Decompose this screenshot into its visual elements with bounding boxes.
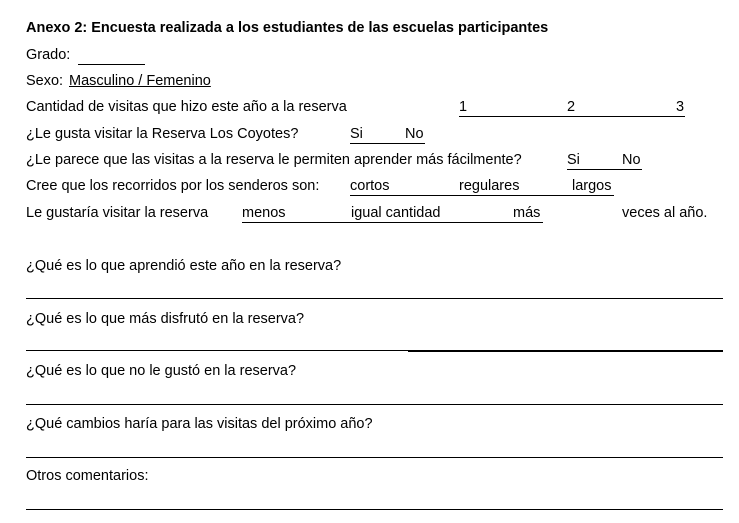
visitas-option-1[interactable]: 1: [459, 99, 468, 115]
aprender-option-no[interactable]: No: [622, 152, 641, 168]
frecuencia-option-menos[interactable]: menos: [242, 205, 286, 221]
recorridos-options-line: [350, 195, 614, 196]
recorridos-option-largos[interactable]: largos: [572, 178, 612, 194]
aprender-option-si[interactable]: Si: [567, 152, 580, 168]
aprender-options-line: [567, 169, 642, 170]
gusta-options-line: [350, 143, 425, 144]
question-otros: Otros comentarios:: [26, 468, 149, 484]
answer-line-aprendio[interactable]: [26, 298, 723, 299]
gusta-label: ¿Le gusta visitar la Reserva Los Coyotes?: [26, 126, 299, 142]
grado-blank-line[interactable]: [78, 64, 145, 65]
question-disfruto: ¿Qué es lo que más disfrutó en la reserva?: [26, 311, 305, 327]
recorridos-option-regulares[interactable]: regulares: [459, 178, 520, 194]
gusta-option-no[interactable]: No: [405, 126, 424, 142]
answer-line-disfruto[interactable]: [26, 350, 408, 351]
aprender-label: ¿Le parece que las visitas a la reserva le permiten aprender más fácilmente?: [26, 152, 522, 168]
answer-line-cambios[interactable]: [26, 457, 723, 458]
frecuencia-options-line: [242, 222, 543, 223]
visitas-option-2[interactable]: 2: [567, 99, 576, 115]
answer-line-disfruto-end[interactable]: [408, 350, 723, 352]
document-title: Anexo 2: Encuesta realizada a los estudiantes de las escuelas participantes: [26, 20, 549, 36]
frecuencia-option-igual[interactable]: igual cantidad: [351, 205, 441, 221]
recorridos-option-cortos[interactable]: cortos: [350, 178, 390, 194]
answer-line-no-gusto[interactable]: [26, 404, 723, 405]
visitas-label: Cantidad de visitas que hizo este año a la reserva: [26, 99, 347, 115]
frecuencia-label: Le gustaría visitar la reserva: [26, 205, 209, 221]
question-cambios: ¿Qué cambios haría para las visitas del próximo año?: [26, 416, 373, 432]
question-aprendio: ¿Qué es lo que aprendió este año en la reserva?: [26, 258, 342, 274]
answer-line-otros[interactable]: [26, 509, 723, 510]
visitas-option-3[interactable]: 3: [676, 99, 685, 115]
grado-label: Grado:: [26, 47, 71, 63]
gusta-option-si[interactable]: Si: [350, 126, 363, 142]
recorridos-label: Cree que los recorridos por los senderos son:: [26, 178, 320, 194]
sexo-options[interactable]: Masculino / Femenino: [69, 73, 211, 89]
sexo-label: Sexo:: [26, 73, 64, 89]
frecuencia-suffix: veces al año.: [622, 205, 708, 221]
visitas-options-line: [459, 116, 685, 117]
frecuencia-option-mas[interactable]: más: [513, 205, 541, 221]
question-no-gusto: ¿Qué es lo que no le gustó en la reserva?: [26, 363, 297, 379]
